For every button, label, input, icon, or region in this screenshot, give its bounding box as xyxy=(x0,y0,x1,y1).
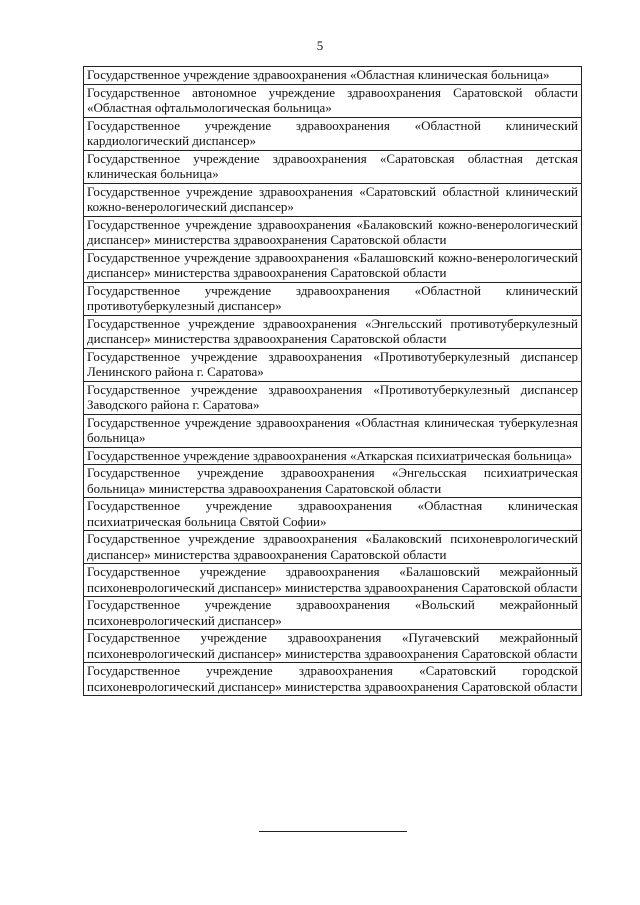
table-row xyxy=(84,249,582,282)
page-number: 5 xyxy=(316,38,324,53)
institution-name: Государственное учреждение здравоохранения «Саратовский городской психоневрологический диспансер» министерства здравоохранения Саратовской области xyxy=(84,663,582,696)
table-row xyxy=(84,381,582,414)
table-row xyxy=(84,597,582,630)
table-row xyxy=(84,630,582,663)
table-row xyxy=(84,84,582,117)
institution-name: Государственное учреждение здравоохранения «Балашовский межрайонный психоневрологический диспансер» министерства здравоохранения Саратовской области xyxy=(84,564,582,597)
table-row xyxy=(84,663,582,696)
institution-name: Государственное учреждение здравоохранения «Саратовская областная детская клиническая больница» xyxy=(84,150,582,183)
institution-name: Государственное автономное учреждение здравоохранения Саратовской области «Областная офтальмологическая больница» xyxy=(84,84,582,117)
institution-name: Государственное учреждение здравоохранения «Энгельсская психиатрическая больница» министерства здравоохранения Саратовской области xyxy=(84,465,582,498)
institution-name: Государственное учреждение здравоохранения «Противотуберкулезный диспансер Ленинского района г. Саратова» xyxy=(84,348,582,381)
institution-name: Государственное учреждение здравоохранения «Аткарская психиатрическая больница» xyxy=(84,447,582,465)
institution-name: Государственное учреждение здравоохранения «Саратовский областной клинический кожно-венерологический диспансер» xyxy=(84,183,582,216)
institution-name: Государственное учреждение здравоохранения «Областная клиническая туберкулезная больница» xyxy=(84,414,582,447)
end-of-list-rule xyxy=(259,831,407,832)
table-row xyxy=(84,447,582,465)
table-row xyxy=(84,150,582,183)
table-row xyxy=(84,282,582,315)
institution-name: Государственное учреждение здравоохранения «Балаковский кожно-венерологический диспансер» министерства здравоохранения Саратовской области xyxy=(84,216,582,249)
institution-name: Государственное учреждение здравоохранения «Областная клиническая психиатрическая больница Святой Софии» xyxy=(84,498,582,531)
institution-name: Государственное учреждение здравоохранения «Областная клиническая больница» xyxy=(84,67,582,85)
institution-name: Государственное учреждение здравоохранения «Пугачевский межрайонный психоневрологический диспансер» министерства здравоохранения Саратовской области xyxy=(84,630,582,663)
institution-name: Государственное учреждение здравоохранения «Балашовский кожно-венерологический диспансер» министерства здравоохранения Саратовской области xyxy=(84,249,582,282)
table-row xyxy=(84,216,582,249)
table-row xyxy=(84,67,582,85)
table-row xyxy=(84,531,582,564)
table-row xyxy=(84,183,582,216)
table-row xyxy=(84,498,582,531)
institutions-table xyxy=(83,66,582,696)
table-row xyxy=(84,348,582,381)
table-row xyxy=(84,414,582,447)
table-row xyxy=(84,564,582,597)
institution-name: Государственное учреждение здравоохранения «Вольский межрайонный психоневрологический диспансер» xyxy=(84,597,582,630)
institution-name: Государственное учреждение здравоохранения «Противотуберкулезный диспансер Заводского района г. Саратова» xyxy=(84,381,582,414)
institution-name: Государственное учреждение здравоохранения «Балаковский психоневрологический диспансер» министерства здравоохранения Саратовской области xyxy=(84,531,582,564)
table-row xyxy=(84,315,582,348)
institution-name: Государственное учреждение здравоохранения «Областной клинический кардиологический диспансер» xyxy=(84,117,582,150)
institution-name: Государственное учреждение здравоохранения «Энгельсский противотуберкулезный диспансер» министерства здравоохранения Саратовской области xyxy=(84,315,582,348)
table-row xyxy=(84,465,582,498)
institution-name: Государственное учреждение здравоохранения «Областной клинический противотуберкулезный диспансер» xyxy=(84,282,582,315)
table-row xyxy=(84,117,582,150)
